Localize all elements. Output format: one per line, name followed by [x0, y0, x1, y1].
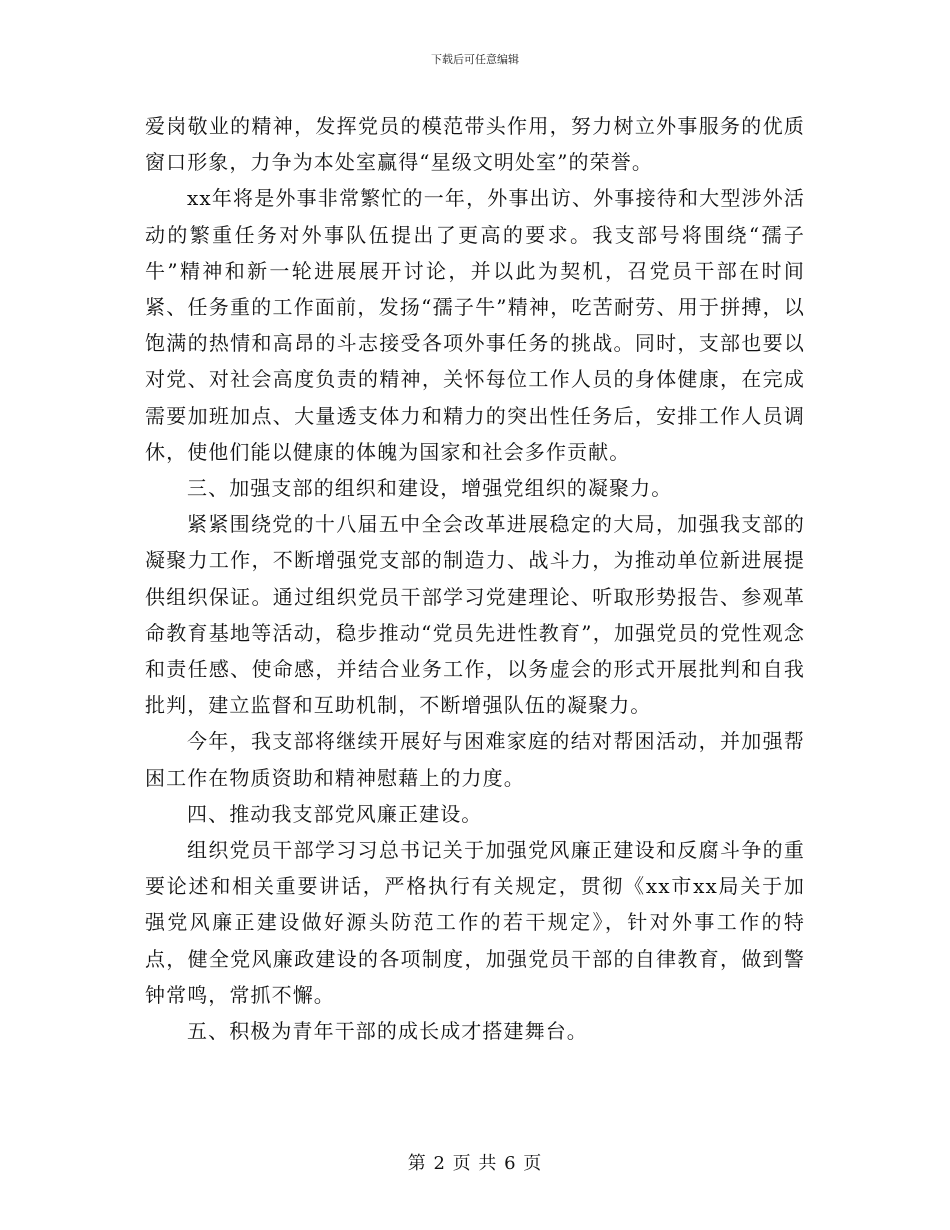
section-heading: 三、加强支部的组织和建设，增强党组织的凝聚力。 — [187, 476, 673, 501]
section-heading: 五、积极为青年干部的成长成才搭建舞台。 — [187, 1019, 588, 1044]
document-body — [145, 108, 805, 1049]
paragraph: 爱岗敬业的精神，发挥党员的模范带头作用，努力树立外事服务的优质窗口形象，力争为本处室赢得“星级文明处室”的荣誉。 — [145, 114, 805, 175]
paragraph: xx年将是外事非常繁忙的一年，外事出访、外事接待和大型涉外活动的繁重任务对外事队伍提出了更高的要求。我支部号将围绕“孺子牛”精神和新一轮进展展开讨论，并以此为契机，召党员干部在时间紧、任务重的工作面前，发扬“孺子牛”精神，吃苦耐劳、用于拼搏，以饱满的热情和高昂的斗志接受各项外事任务的挑战。同时，支部也要以对党、对社会高度负责的精神，关怀每位工作人员的身体健康，在完成需要加班加点、大量透支体力和精力的突出性任务后，安排工作人员调休，使他们能以健康的体魄为国家和社会多作贡献。 — [145, 186, 805, 464]
paragraph: 今年，我支部将继续开展好与困难家庭的结对帮困活动，并加强帮困工作在物质资助和精神慰藉上的力度。 — [145, 729, 805, 790]
page-header: 下载后可任意编辑 — [431, 53, 519, 66]
section-heading: 四、推动我支部党风廉正建设。 — [187, 801, 483, 826]
paragraph: 组织党员干部学习习总书记关于加强党风廉正建设和反腐斗争的重要论述和相关重要讲话，严格执行有关规定，贯彻《xx市xx局关于加强党风廉正建设做好源头防范工作的若干规定》，针对外事工作的特点，健全党风廉政建设的各项制度，加强党员干部的自律教育，做到警钟常鸣，常抓不懈。 — [145, 838, 805, 1007]
page-number: 第 2 页 共 6 页 — [407, 1153, 543, 1174]
paragraph: 紧紧围绕党的十八届五中全会改革进展稳定的大局，加强我支部的凝聚力工作，不断增强党支部的制造力、战斗力，为推动单位新进展提供组织保证。通过组织党员干部学习党建理论、听取形势报告、参观革命教育基地等活动，稳步推动“党员先进性教育”，加强党员的党性观念和责任感、使命感，并结合业务工作，以务虚会的形式开展批判和自我批判，建立监督和互助机制，不断增强队伍的凝聚力。 — [145, 512, 805, 718]
